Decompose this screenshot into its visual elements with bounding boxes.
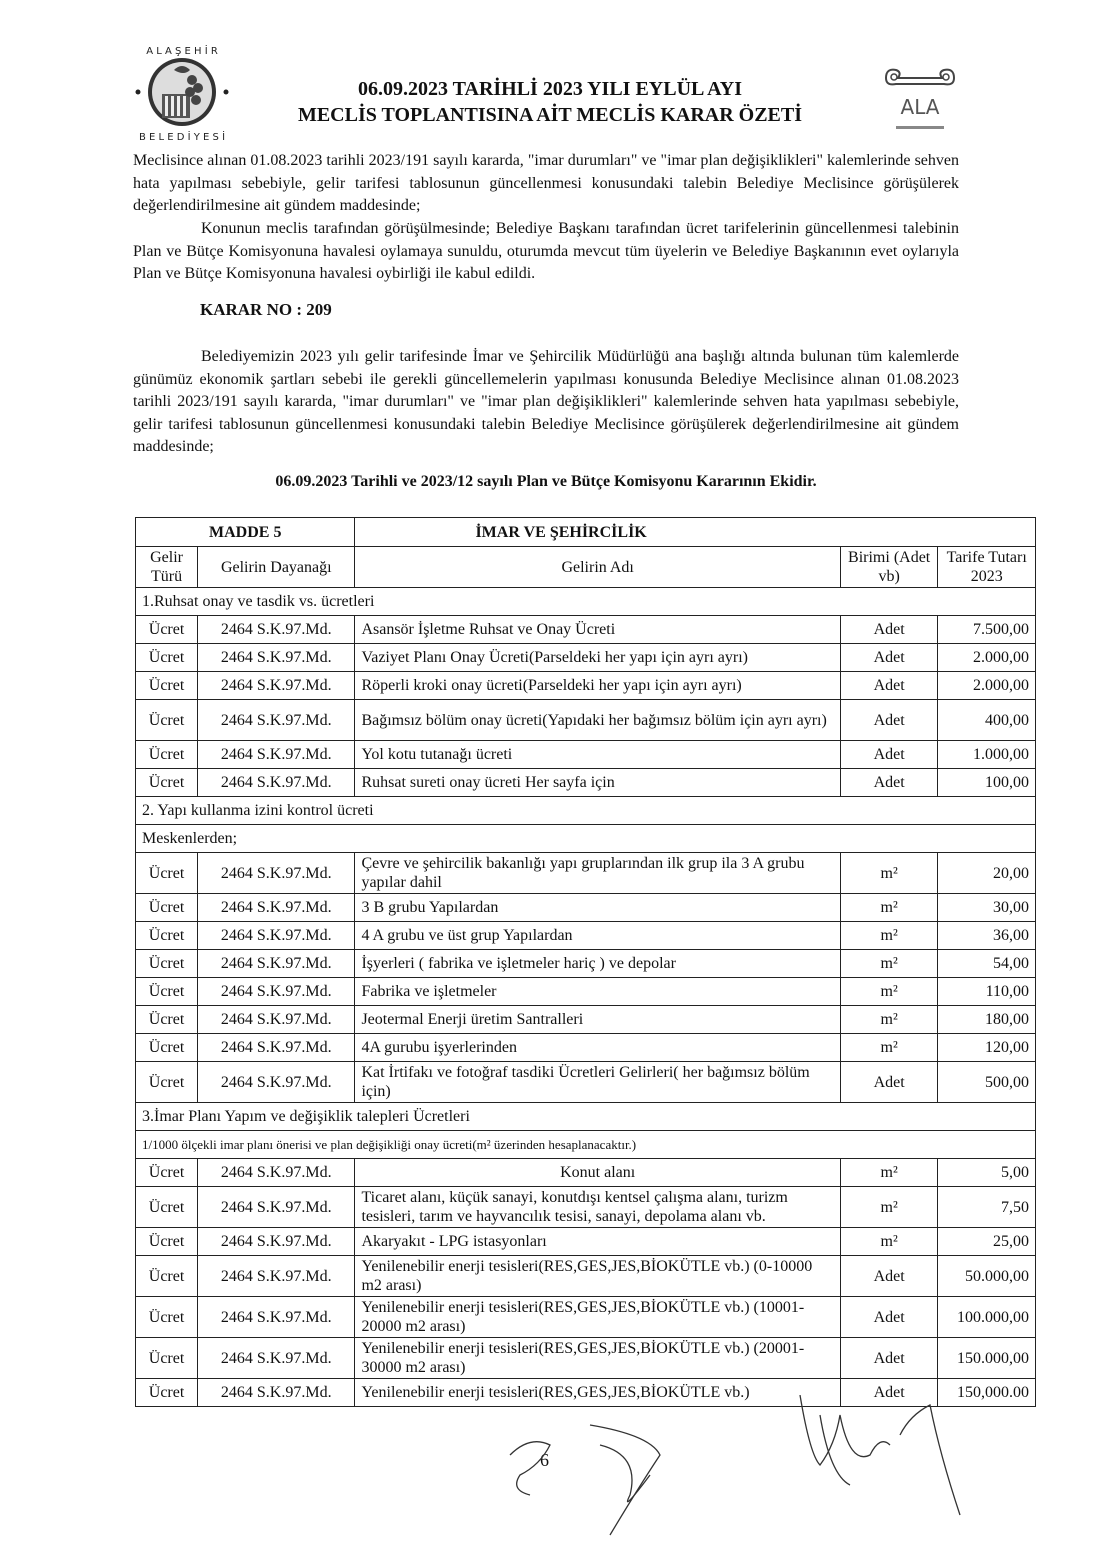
cell-amount: 25,00 [938, 1228, 1036, 1256]
cell-basis: 2464 S.K.97.Md. [198, 1006, 355, 1034]
cell-amount: 2.000,00 [938, 644, 1036, 672]
cell-basis: 2464 S.K.97.Md. [198, 1228, 355, 1256]
cell-basis: 2464 S.K.97.Md. [198, 616, 355, 644]
svg-text:A L A Ş E H İ R: A L A Ş E H İ R [146, 46, 218, 57]
cell-basis: 2464 S.K.97.Md. [198, 1187, 355, 1228]
page-number: 6 [540, 1450, 549, 1470]
col-header-amount: Tarife Tutarı 2023 [938, 547, 1036, 588]
cell-basis: 2464 S.K.97.Md. [198, 1256, 355, 1297]
cell-name: Bağımsız bölüm onay ücreti(Yapıdaki her bağımsız bölüm için ayrı ayrı) [355, 700, 840, 741]
section-3-row [136, 1103, 1036, 1131]
cell-amount: 100.000,00 [938, 1297, 1036, 1338]
cell-amount: 150,000.00 [938, 1379, 1036, 1407]
title-line-2: MECLİS TOPLANTISINA AİT MECLİS KARAR ÖZETİ [297, 104, 803, 126]
table-row [136, 644, 1036, 672]
cell-type: Ücret [136, 1379, 198, 1407]
table-row [136, 1228, 1036, 1256]
paragraph-2-text: Konunun meclis tarafından görüşülmesinde; Belediye Başkanı tarafından ücret tarifelerinin güncellenmesi talebinin Plan ve Bütçe Komisyonuna havalesi oylamaya sunuldu, oturumda mevcut tüm üyelerin ve Belediye Başkanının evet oylarıyla Plan ve Bütçe Komisyonuna havalesi oybirliği ile kabul edildi. [133, 220, 959, 282]
cell-amount: 110,00 [938, 978, 1036, 1006]
cell-unit: Adet [840, 1062, 938, 1103]
cell-name: Akaryakıt - LPG istasyonları [355, 1228, 840, 1256]
cell-basis: 2464 S.K.97.Md. [198, 1034, 355, 1062]
paragraph-3-text: Belediyemizin 2023 yılı gelir tarifesinde İmar ve Şehircilik Müdürlüğü ana başlığı altında bulunan tüm kalemlerde günümüz ekonomik şartları sebebi ile gerekli güncellemelerin yapılması konusunda Belediye Meclisince alınan 01.08.2023 tarihli 2023/191 sayılı kararda, "imar durumları" ve "imar plan değişiklikleri" kalemlerinde sehven hata yapılması sebebiyle, gelir tarifesi tablosunun güncellenmesi konusundaki talebin Belediye Meclisince görüşülerek değerlendirilmesine ait gündem maddesinde; [133, 348, 959, 455]
cell-unit: m² [840, 1187, 938, 1228]
cell-unit: m² [840, 1034, 938, 1062]
table-row [136, 1187, 1036, 1228]
cell-unit: Adet [840, 1338, 938, 1379]
cell-unit: Adet [840, 616, 938, 644]
cell-type: Ücret [136, 978, 198, 1006]
municipality-seal-logo [130, 40, 235, 145]
cell-unit: Adet [840, 644, 938, 672]
cell-type: Ücret [136, 1034, 198, 1062]
cell-unit: m² [840, 1006, 938, 1034]
cell-name: 4A gurubu işyerlerinden [355, 1034, 840, 1062]
cell-unit: m² [840, 853, 938, 894]
svg-text:B E L E D İ Y E S İ: B E L E D İ Y E S İ [138, 132, 226, 143]
cell-type: Ücret [136, 644, 198, 672]
table-row [136, 1006, 1036, 1034]
cell-unit: Adet [840, 1297, 938, 1338]
table-row [136, 741, 1036, 769]
col-header-basis: Gelirin Dayanağı [198, 547, 355, 588]
cell-amount: 30,00 [938, 894, 1036, 922]
cell-name: Ticaret alanı, küçük sanayi, konutdışı kentsel çalışma alanı, turizm tesisleri, tarım ve hayvancılık tesisi, sanayi, depolama alanı vb. [355, 1187, 840, 1228]
decision-number: KARAR NO : 209 [200, 300, 332, 319]
svg-text:ALA: ALA [900, 95, 940, 119]
cell-type: Ücret [136, 1338, 198, 1379]
cell-name: Çevre ve şehircilik bakanlığı yapı gruplarından ilk grup ila 3 A grubu yapılar dahil [355, 853, 840, 894]
cell-basis: 2464 S.K.97.Md. [198, 644, 355, 672]
table-row [136, 672, 1036, 700]
cell-name: Ruhsat sureti onay ücreti Her sayfa için [355, 769, 840, 797]
cell-type: Ücret [136, 922, 198, 950]
cell-unit: Adet [840, 769, 938, 797]
cell-unit: Adet [840, 1256, 938, 1297]
cell-basis: 2464 S.K.97.Md. [198, 978, 355, 1006]
table-row [136, 853, 1036, 894]
cell-name: Röperli kroki onay ücreti(Parseldeki her yapı için ayrı ayrı) [355, 672, 840, 700]
cell-name: Jeotermal Enerji üretim Santralleri [355, 1006, 840, 1034]
cell-name: Yenilenebilir enerji tesisleri(RES,GES,JES,BİOKÜTLE vb.) (10001-20000 m2 arası) [355, 1297, 840, 1338]
cell-unit: Adet [840, 1379, 938, 1407]
cell-basis: 2464 S.K.97.Md. [198, 1338, 355, 1379]
cell-basis: 2464 S.K.97.Md. [198, 1297, 355, 1338]
table-row [136, 1256, 1036, 1297]
cell-amount: 5,00 [938, 1159, 1036, 1187]
cell-amount: 20,00 [938, 853, 1036, 894]
cell-basis: 2464 S.K.97.Md. [198, 1159, 355, 1187]
title-line-1: 06.09.2023 TARİHLİ 2023 YILI EYLÜL AYI [358, 78, 742, 100]
cell-amount: 400,00 [938, 700, 1036, 741]
cell-type: Ücret [136, 1006, 198, 1034]
paragraph-2 [133, 218, 959, 286]
section-3-sub-row-label: 1/1000 ölçekli imar planı önerisi ve plan değişikliği onay ücreti(m² üzerinden hesaplanacaktır.) [136, 1131, 1036, 1159]
cell-unit: m² [840, 978, 938, 1006]
section-1-row-label: 1.Ruhsat onay ve tasdik vs. ücretleri [136, 588, 1036, 616]
table-row [136, 922, 1036, 950]
cell-basis: 2464 S.K.97.Md. [198, 741, 355, 769]
cell-type: Ücret [136, 616, 198, 644]
section-3-row-label: 3.İmar Planı Yapım ve değişiklik talepleri Ücretleri [136, 1103, 1036, 1131]
table-row [136, 616, 1036, 644]
cell-name: Konut alanı [355, 1159, 840, 1187]
cell-unit: m² [840, 950, 938, 978]
cell-basis: 2464 S.K.97.Md. [198, 1062, 355, 1103]
cell-unit: m² [840, 1228, 938, 1256]
cell-type: Ücret [136, 1228, 198, 1256]
cell-amount: 180,00 [938, 1006, 1036, 1034]
cell-amount: 50.000,00 [938, 1256, 1036, 1297]
table-row [136, 894, 1036, 922]
paragraph-1: Meclisince alınan 01.08.2023 tarihli 2023/191 sayılı kararda, "imar durumları" ve "imar plan değişiklikleri" kalemlerinde sehven hata yapılması sebebiyle, gelir tarifesi tablosunun güncellenmesi konusundaki talebin Belediye Meclisince görüşülerek değerlendirilmesine ait gündem maddesinde; [133, 152, 959, 214]
table-row [136, 700, 1036, 741]
cell-type: Ücret [136, 894, 198, 922]
cell-type: Ücret [136, 1159, 198, 1187]
col-header-name: Gelirin Adı [355, 547, 840, 588]
table-row [136, 1034, 1036, 1062]
cell-basis: 2464 S.K.97.Md. [198, 950, 355, 978]
section-1-row [136, 588, 1036, 616]
cell-name: Asansör İşletme Ruhsat ve Onay Ücreti [355, 616, 840, 644]
cell-unit: Adet [840, 741, 938, 769]
cell-basis: 2464 S.K.97.Md. [198, 853, 355, 894]
col-header-type: Gelir Türü [136, 547, 198, 588]
cell-name: 4 A grubu ve üst grup Yapılardan [355, 922, 840, 950]
paragraph-3 [133, 346, 959, 459]
table-row [136, 769, 1036, 797]
cell-name: Fabrika ve işletmeler [355, 978, 840, 1006]
cell-type: Ücret [136, 1256, 198, 1297]
table-row [136, 1062, 1036, 1103]
cell-type: Ücret [136, 1297, 198, 1338]
cell-type: Ücret [136, 700, 198, 741]
cell-amount: 7,50 [938, 1187, 1036, 1228]
section-2-sub-row-label: Meskenlerden; [136, 825, 1036, 853]
cell-unit: m² [840, 1159, 938, 1187]
cell-type: Ücret [136, 950, 198, 978]
cell-type: Ücret [136, 853, 198, 894]
cell-unit: Adet [840, 672, 938, 700]
cell-amount: 100,00 [938, 769, 1036, 797]
cell-name: Vaziyet Planı Onay Ücreti(Parseldeki her yapı için ayrı ayrı) [355, 644, 840, 672]
section-3-sub-row [136, 1131, 1036, 1159]
commission-subtitle: 06.09.2023 Tarihli ve 2023/12 sayılı Plan ve Bütçe Komisyonu Kararının Ekidir. [275, 473, 817, 490]
cell-name: Yenilenebilir enerji tesisleri(RES,GES,JES,BİOKÜTLE vb.) [355, 1379, 840, 1407]
document-title [240, 76, 860, 128]
column-header-row [136, 547, 1036, 588]
cell-name: Kat İrtifakı ve fotoğraf tasdiki Ücretleri Gelirleri( her bağımsız bölüm için) [355, 1062, 840, 1103]
cell-basis: 2464 S.K.97.Md. [198, 922, 355, 950]
table-title-row [136, 518, 1036, 547]
section-2-sub-row [136, 825, 1036, 853]
ala-column-logo [880, 64, 960, 144]
tariff-table [135, 517, 1036, 1407]
table-row [136, 1338, 1036, 1379]
cell-type: Ücret [136, 769, 198, 797]
handwritten-signatures [490, 1395, 970, 1545]
cell-name: İşyerleri ( fabrika ve işletmeler hariç ) ve depolar [355, 950, 840, 978]
cell-name: Yenilenebilir enerji tesisleri(RES,GES,JES,BİOKÜTLE vb.) (0-10000 m2 arası) [355, 1256, 840, 1297]
cell-amount: 7.500,00 [938, 616, 1036, 644]
cell-unit: m² [840, 894, 938, 922]
col-header-unit: Birimi (Adet vb) [840, 547, 938, 588]
cell-type: Ücret [136, 672, 198, 700]
cell-type: Ücret [136, 1062, 198, 1103]
section-2-row-label: 2. Yapı kullanma izini kontrol ücreti [136, 797, 1036, 825]
cell-name: Yol kotu tutanağı ücreti [355, 741, 840, 769]
cell-unit: Adet [840, 700, 938, 741]
cell-amount: 120,00 [938, 1034, 1036, 1062]
cell-type: Ücret [136, 1187, 198, 1228]
cell-basis: 2464 S.K.97.Md. [198, 700, 355, 741]
cell-amount: 500,00 [938, 1062, 1036, 1103]
cell-name: 3 B grubu Yapılardan [355, 894, 840, 922]
cell-amount: 1.000,00 [938, 741, 1036, 769]
table-row [136, 1159, 1036, 1187]
cell-amount: 150.000,00 [938, 1338, 1036, 1379]
section-2-row [136, 797, 1036, 825]
madde-label: MADDE 5 [136, 518, 355, 547]
cell-unit: m² [840, 922, 938, 950]
table-row [136, 978, 1036, 1006]
cell-type: Ücret [136, 741, 198, 769]
cell-name: Yenilenebilir enerji tesisleri(RES,GES,JES,BİOKÜTLE vb.) (20001-30000 m2 arası) [355, 1338, 840, 1379]
cell-amount: 36,00 [938, 922, 1036, 950]
table-row [136, 950, 1036, 978]
section-title: İMAR VE ŞEHİRCİLİK [355, 518, 1036, 547]
page-header [130, 40, 960, 155]
cell-basis: 2464 S.K.97.Md. [198, 894, 355, 922]
cell-basis: 2464 S.K.97.Md. [198, 769, 355, 797]
table-row [136, 1297, 1036, 1338]
cell-basis: 2464 S.K.97.Md. [198, 1379, 355, 1407]
cell-amount: 2.000,00 [938, 672, 1036, 700]
cell-amount: 54,00 [938, 950, 1036, 978]
cell-basis: 2464 S.K.97.Md. [198, 672, 355, 700]
